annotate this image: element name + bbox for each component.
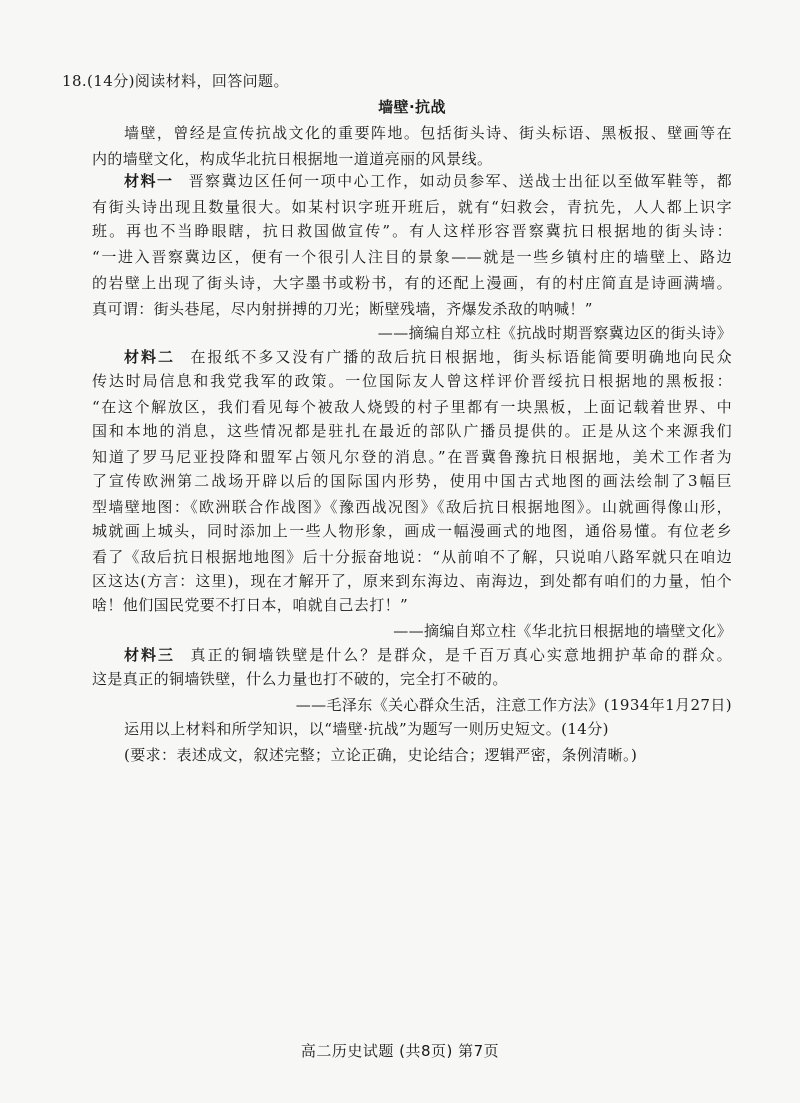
material3-line: 这是真正的铜墙铁壁，什么力量也打不破的，完全打不破的。 [92, 670, 508, 688]
material2-line [124, 346, 732, 368]
material1-line: 的岩壁上出现了街头诗，大字墨书或粉书，有的还配上漫画，有的村庄简直是诗画满墙。 [92, 274, 732, 292]
material2-line: 看了《敌后抗日根据地地图》后十分振奋地说：“从前咱不了解，只说咱八路军就只在咱边 [92, 548, 732, 566]
material3-source: ——毛泽东《关心群众生活，注意工作方法》(1934年1月27日) [295, 696, 732, 714]
material2-source: ——摘编自郑立柱《华北抗日根据地的墙壁文化》 [393, 622, 732, 640]
material1-source: ——摘编自郑立柱《抗战时期晋察冀边区的街头诗》 [377, 324, 732, 342]
material1-line: “一进入晋察冀边区，便有一个很引人注目的景象——就是一些乡镇村庄的墙壁上、路边 [92, 248, 732, 266]
material2-line: 国和本地的消息，这些情况都是驻扎在最近的部队广播员提供的。正是从这个来源我们 [92, 422, 732, 440]
intro-line: 内的墙壁文化，构成华北抗日根据地一道道亮丽的风景线。 [92, 150, 493, 168]
page-footer: 高二历史试题 (共8页) 第7页 [300, 1042, 500, 1060]
material3-text: 真正的铜墙铁壁是什么？是群众，是千百万真心实意地拥护革命的群众。 [188, 646, 732, 664]
material1-label: 材料一 [124, 172, 174, 190]
task-instruction: 运用以上材料和所学知识，以“墙壁·抗战”为题写一则历史短文。(14分) [124, 720, 609, 738]
material2-line: 啥！他们国民党要不打日本，咱就自己去打！” [92, 596, 409, 614]
material1-line: 真可谓：街头巷尾，尽内射拼搏的刀光；断壁残墙，齐爆发杀敌的呐喊！” [92, 300, 593, 318]
material3-line [124, 644, 732, 666]
material2-label: 材料二 [124, 348, 175, 366]
material2-line: “在这个解放区，我们看见每个被敌人烧毁的村子里都有一块黑板，上面记载着世界、中 [92, 398, 732, 416]
material2-line: 型墙壁地图：《欧洲联合作战图》《豫西战况图》《敌后抗日根据地图》。山就画得像山形， [92, 498, 732, 516]
task-requirements: (要求：表述成文，叙述完整；立论正确，史论结合；逻辑严密，条例清晰。) [124, 746, 638, 764]
material2-line: 城就画上城头，同时添加上一些人物形象，画成一幅漫画式的地图，通俗易懂。有位老乡 [92, 522, 732, 540]
question-title: 墙壁·抗战 [378, 98, 446, 116]
material2-line: 区这达(方言：这里)，现在才解开了，原来到东海边、南海边，到处都有咱们的力量，怕个 [92, 572, 732, 590]
material3-label: 材料三 [124, 646, 175, 664]
material1-line: 班。再也不当睁眼瞎，抗日救国做宣传”。有人这样形容晋察冀抗日根据地的街头诗： [92, 222, 732, 240]
material2-line: 知道了罗马尼亚投降和盟军占领凡尔登的消息。”在晋冀鲁豫抗日根据地，美术工作者为 [92, 448, 732, 466]
material1-line: 有街头诗出现且数量很大。如某村识字班开班后，就有“妇救会，青抗先，人人都上识字 [92, 198, 732, 216]
material1-text: 晋察冀边区任何一项中心工作，如动员参军、送战士出征以至做军鞋等，都 [187, 172, 732, 190]
intro-line: 墙壁，曾经是宣传抗战文化的重要阵地。包括街头诗、街头标语、黑板报、壁画等在 [124, 124, 732, 142]
question-header: 18.(14分)阅读材料，回答问题。 [62, 72, 289, 90]
material2-line: 了宣传欧洲第二战场开辟以后的国际国内形势，使用中国古式地图的画法绘制了3幅巨 [92, 472, 732, 490]
material1-line [124, 170, 732, 192]
material2-text: 在报纸不多又没有广播的敌后抗日根据地，街头标语能简要明确地向民众 [188, 348, 732, 366]
material2-line: 传达时局信息和我党我军的政策。一位国际友人曾这样评价晋绥抗日根据地的黑板报： [92, 372, 732, 390]
